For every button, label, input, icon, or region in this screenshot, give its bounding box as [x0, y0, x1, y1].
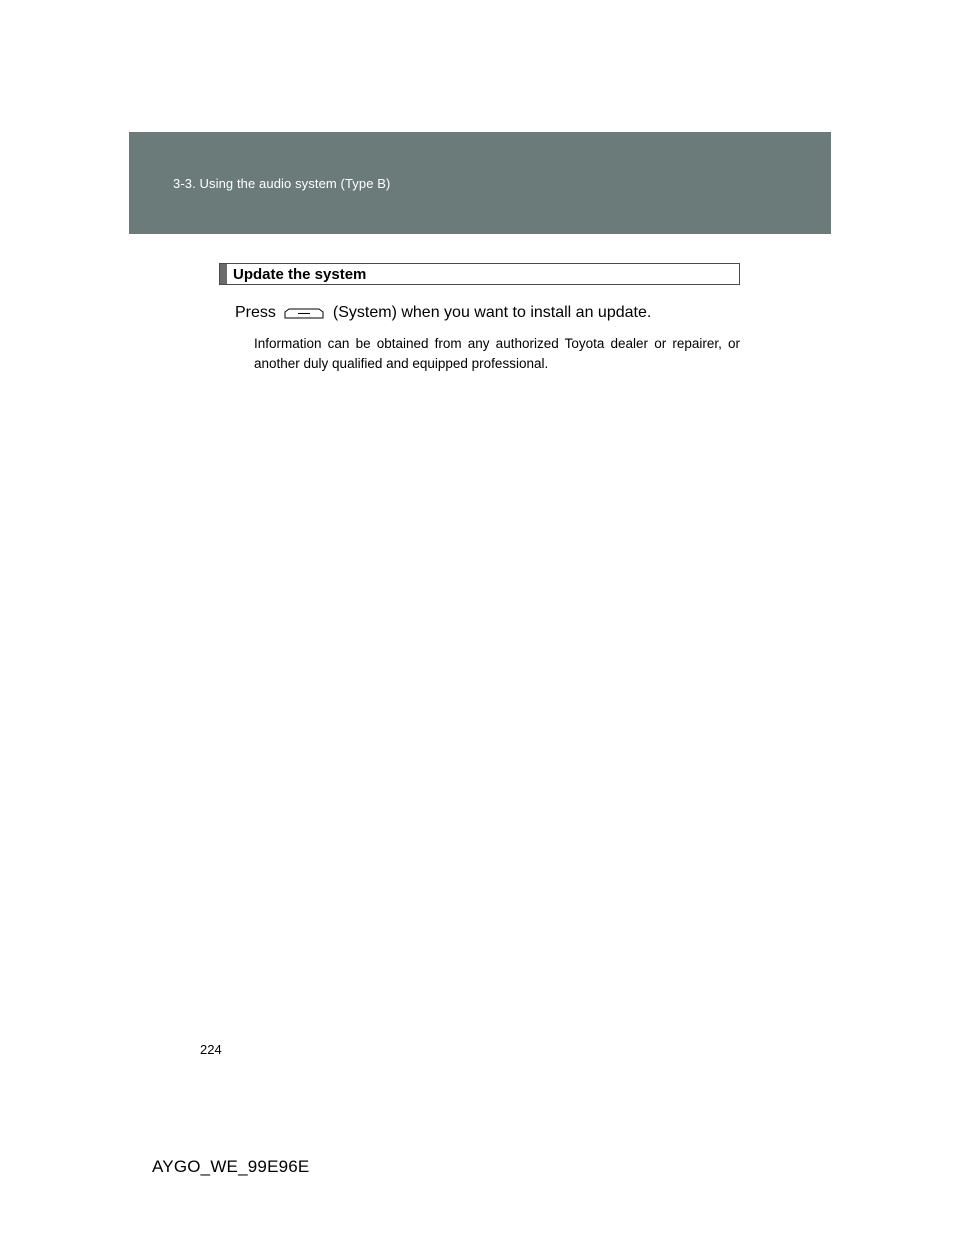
section-heading-box — [219, 263, 740, 285]
breadcrumb: 3-3. Using the audio system (Type B) — [173, 176, 391, 191]
note-paragraph: Information can be obtained from any authorized Toyota dealer or repairer, or another duly qualified and equipped professional. — [254, 336, 740, 371]
page-number: 224 — [200, 1042, 222, 1057]
instruction-system-text: (System) when you want to install an update. — [332, 304, 652, 321]
instruction-press-text: Press — [235, 304, 276, 321]
document-code: AYGO_WE_99E96E — [152, 1157, 310, 1176]
section-title: Update the system — [233, 265, 367, 283]
system-button-icon — [284, 308, 324, 319]
heading-accent-bar — [220, 264, 227, 284]
instruction-line — [235, 303, 651, 323]
chapter-header-band — [129, 132, 831, 234]
